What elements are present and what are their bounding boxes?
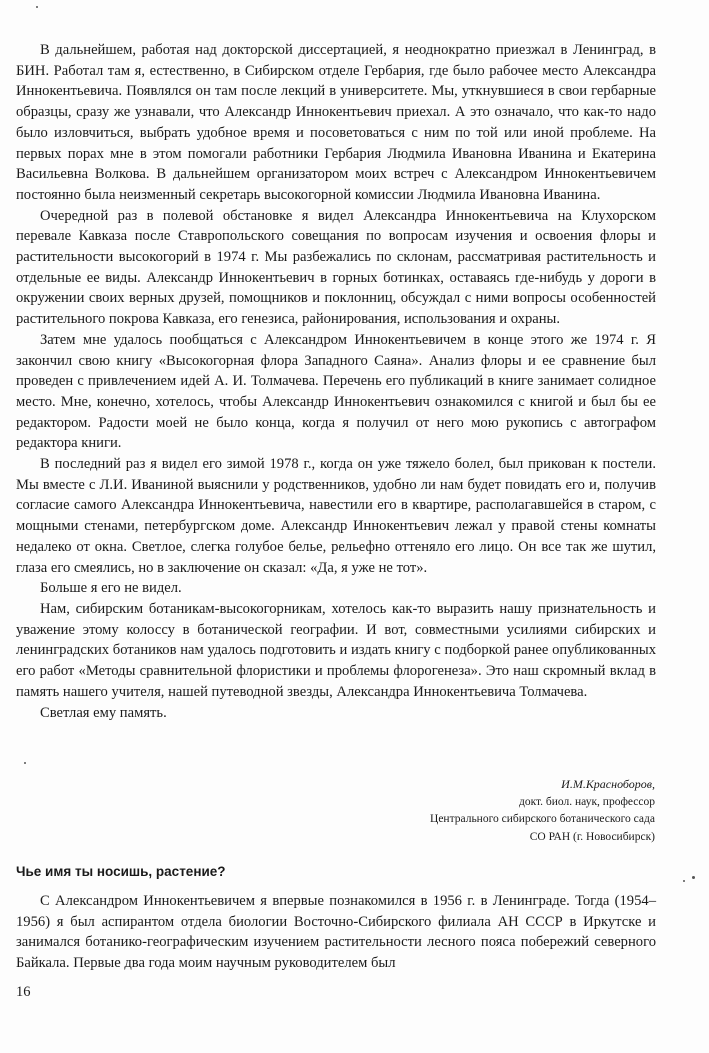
- section-heading: Чье имя ты носишь, растение?: [16, 864, 226, 879]
- author-signature: [330, 776, 655, 846]
- author-degree: докт. биол. наук, профессор: [518, 795, 655, 808]
- author-affiliation: Центрального сибирского ботанического сада: [430, 813, 655, 825]
- page-number: 16: [16, 984, 31, 1000]
- paragraph-last-visit: В последний раз я видел его зимой 1978 г., когда он уже тяжело болел, был прикован к постели. Мы вместе с Л.И. Иваниной выяснили у родственников, удобно ли нам будет повидать его и, получив согласие самого Александра Иннокентьевича, навестили его в квартире, располагавшейся в старом, с мощными стенами, петербургском доме. Александр Иннокентьевич лежал у правой стены комнаты недалеко от окна. Светлое, слегка голубое белье, рельефно оттеняло его лицо. Он все так же шутил, глаза его смеялись, но в заключение он сказал: «Да, я уже не тот».: [16, 456, 656, 576]
- section-paragraph: С Александром Иннокентьевичем я впервые познакомился в 1956 г. в Ленинграде. Тогда (1954–1956) я был аспирантом отдела биологии Восточно-Сибирского филиала АН СССР в Иркутске и занимался ботанико-географическим изучением растительности лесного пояса побережий северного Байкала. Первые два года моим научным руководителем был: [16, 893, 656, 971]
- next-section: [16, 862, 656, 973]
- paragraph-klukhor-pass: Очередной раз в полевой обстановке я видел Александра Иннокентьевича на Клухорском перевале Кавказа после Ставропольского совещания по вопросам изучения и освоения флоры и растительности высокогорий в 1974 г. Мы разбежались по склонам, рассматривая растительность и отдельные ее виды. Александр Иннокентьевич в горных ботинках, оставаясь где-нибудь у дороги в окружении своих верных друзей, помощников и поклонниц, обсуждал с ними вопросы особенностей растительного покрова Кавказа, его генезиса, районирования, использования и охраны.: [16, 207, 656, 328]
- scan-speck: [692, 876, 695, 879]
- paragraph-doctoral-visits: В дальнейшем, работая над докторской диссертацией, я неоднократно приезжал в Ленинград, в БИН. Работал там я, естественно, в Сибирском отделе Гербария, где было рабочее место Александра Иннокентьевича. Появлялся он там после лекций в университете. Мы, уткнувшиеся в свои гербарные образцы, сразу же узнавали, что Александр Иннокентьевич приехал. А это означало, что как-то надо было изловчиться, выбрать удобное время и посоветоваться с ним по той или иной проблеме. На первых порах мне в этом помогали работники Гербария Людмила Ивановна Иванина и Екатерина Васильевна Волкова. В дальнейшем организатором моих встреч с Александром Иннокентьевичем постоянно была неизменный секретарь высокогорной комиссии Людмила Ивановна Иванина.: [16, 42, 656, 203]
- paragraph-memory: Светлая ему память.: [40, 704, 167, 721]
- scan-speck: [24, 762, 26, 764]
- scan-speck: [683, 880, 685, 882]
- paragraph-tribute-book: Нам, сибирским ботаникам-высокогорникам, хотелось как-то выразить нашу признательность и уважение этому колоссу в ботанической географии. И вот, совместными усилиями сибирских и ленинградских ботаников нам удалось подготовить и издать книгу с подборкой ранее опубликованных его работ «Методы сравнительной флористики и проблемы флорогенеза». Это наш скромный вклад в память нашего учителя, нашей путеводной звезды, Александра Иннокентьевича Толмачева.: [16, 600, 656, 700]
- author-organization: СО РАН (г. Новосибирск): [529, 830, 655, 843]
- paragraph-book-editing: Затем мне удалось пообщаться с Александром Иннокентьевичем в конце этого же 1974 г. Я закончил свою книгу «Высокогорная флора Западного Саяна». Анализ флоры и ее сравнение был проведен с привлечением идей А. И. Толмачева. Перечень его публикаций в книге занимает солидное место. Мне, конечно, хотелось, чтобы Александр Иннокентьевич ознакомился с книгой и был бы ее редактором. Радости моей не было конца, когда я получил от него мою рукопись с автографом редактора книги.: [16, 331, 656, 452]
- scan-speck: [36, 6, 38, 8]
- author-name: И.М.Красноборов,: [561, 777, 655, 791]
- memoir-text: [16, 40, 656, 723]
- paragraph-never-saw-again: Больше я его не видел.: [40, 580, 182, 597]
